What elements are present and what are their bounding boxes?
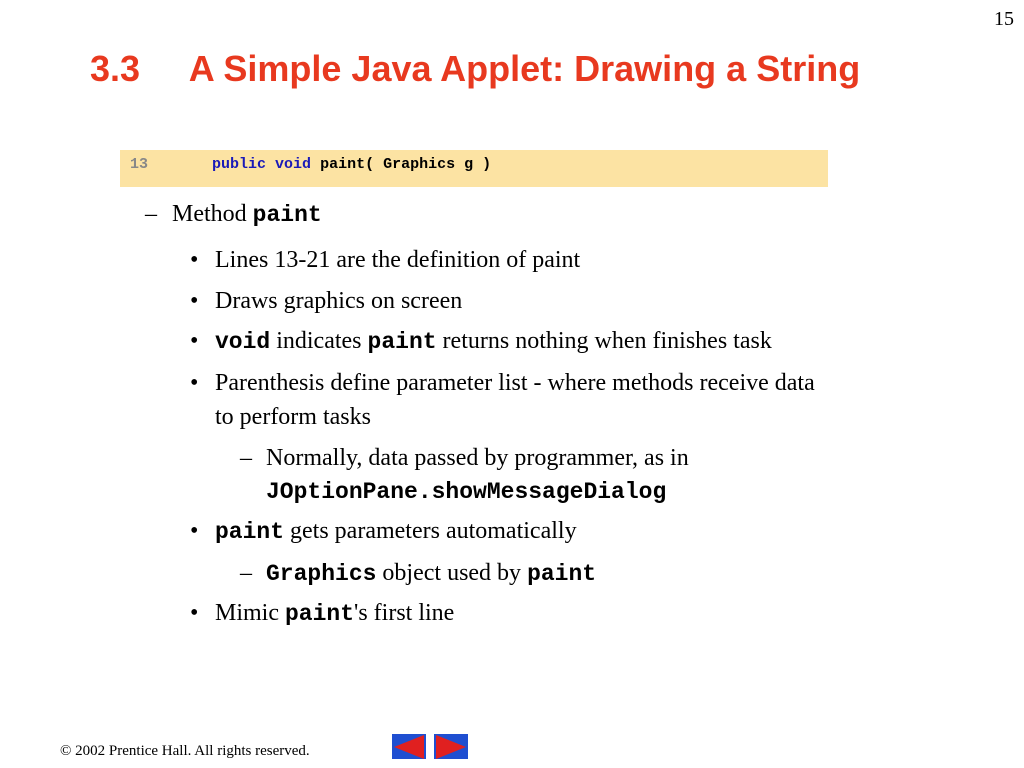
arrow-left-icon — [394, 735, 424, 759]
item-method — [145, 200, 322, 229]
copyright-text: 2002 Prentice Hall. All rights reserved. — [71, 743, 310, 759]
bullet-text: indicates — [270, 328, 368, 354]
code-paint: paint — [527, 561, 597, 587]
bullet-marker: • — [190, 600, 199, 626]
code-paint: paint — [285, 601, 355, 627]
bullet-marker: • — [190, 247, 199, 273]
bullet-marker: • — [190, 288, 199, 314]
bullet-lines — [190, 246, 580, 274]
sub-text: Normally, data passed by programmer, as in — [266, 445, 689, 471]
code-rest: paint( Graphics g ) — [320, 156, 492, 173]
bullet-text: 's first line — [354, 600, 455, 626]
slide-title: 3.3 A Simple Java Applet: Drawing a String — [90, 48, 861, 89]
bullet-text: returns nothing when finishes task — [436, 328, 772, 354]
code-line — [212, 156, 491, 173]
bullet-text: Mimic — [215, 600, 285, 626]
bullet-text: Draws graphics on screen — [215, 288, 463, 314]
bullet-marker: • — [190, 370, 199, 396]
bullet-text: Parenthesis define parameter list - where methods receive data — [215, 370, 815, 396]
bullet-void — [190, 327, 772, 356]
method-code: paint — [252, 202, 322, 228]
bullet-mimic — [190, 599, 454, 628]
dash-marker: – — [240, 560, 252, 586]
code-paint: paint — [367, 329, 437, 355]
sub-normally-cont — [240, 477, 666, 506]
code-keyword-public: public — [212, 156, 267, 173]
copyright-footer — [60, 743, 310, 760]
code-void: void — [215, 329, 271, 355]
arrow-right-icon — [436, 735, 466, 759]
bullet-marker: • — [190, 328, 199, 354]
bullet-text: to perform tasks — [215, 404, 371, 430]
bullet-text: Lines 13-21 are the definition of paint — [215, 247, 581, 273]
bullet-parenthesis-cont — [190, 403, 371, 431]
copyright-symbol: © — [60, 743, 72, 759]
bullet-text: gets parameters automatically — [284, 518, 577, 544]
sub-text: object used by — [376, 560, 528, 586]
code-snippet — [120, 150, 828, 187]
bullet-draws — [190, 287, 462, 315]
sub-normally — [240, 444, 689, 472]
code-joptionpane: JOptionPane.showMessageDialog — [266, 479, 667, 505]
next-slide-button[interactable] — [434, 734, 468, 759]
code-paint: paint — [215, 519, 285, 545]
code-line-number: 13 — [130, 156, 149, 173]
code-graphics: Graphics — [266, 561, 377, 587]
bullet-parenthesis — [190, 369, 815, 397]
bullet-marker: • — [190, 518, 199, 544]
page-number: 15 — [994, 8, 1014, 30]
dash-marker: – — [145, 201, 157, 227]
bullet-paint-params — [190, 517, 577, 546]
code-keyword-void: void — [275, 156, 312, 173]
method-label: Method — [172, 201, 253, 227]
sub-graphics — [240, 559, 596, 588]
dash-marker: – — [240, 445, 252, 471]
previous-slide-button[interactable] — [392, 734, 426, 759]
